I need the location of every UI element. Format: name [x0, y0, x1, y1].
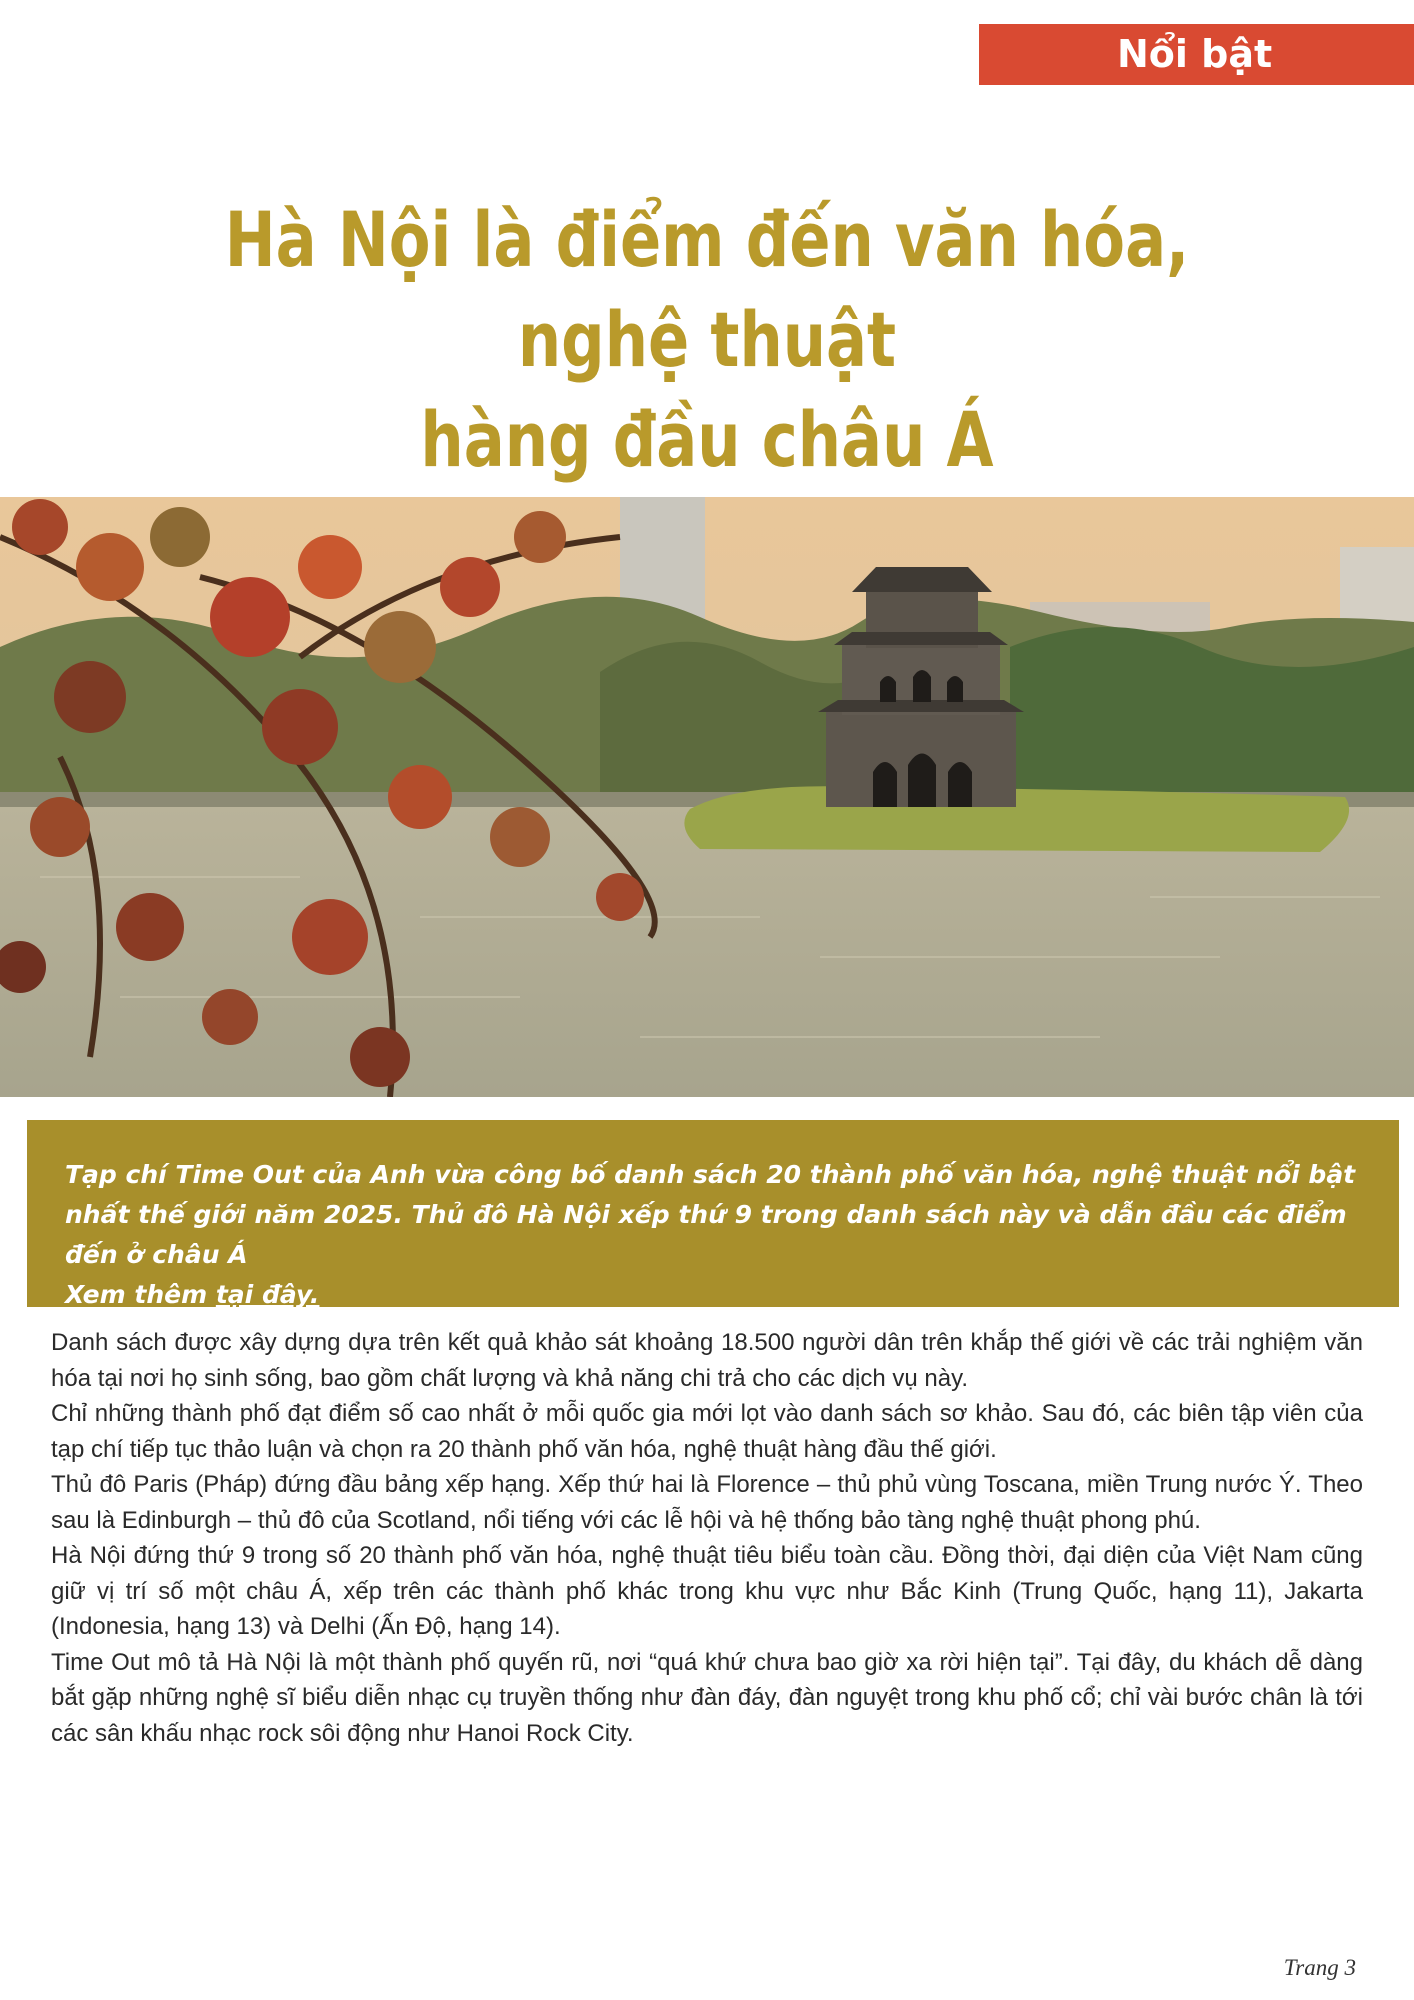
read-more-link[interactable]: tại đây. — [215, 1280, 320, 1309]
article-body — [51, 1325, 1363, 1751]
body-paragraph: Thủ đô Paris (Pháp) đứng đầu bảng xếp hạng. Xếp thứ hai là Florence – thủ phủ vùng Toscana, miền Trung nước Ý. Theo sau là Edinburgh – thủ đô của Scotland, nổi tiếng với các lễ hội và hệ thống bảo tàng nghệ thuật phong phú. — [51, 1471, 1363, 1534]
body-paragraph: Chỉ những thành phố đạt điểm số cao nhất ở mỗi quốc gia mới lọt vào danh sách sơ khảo. Sau đó, các biên tập viên của tạp chí tiếp tục thảo luận và chọn ra 20 thành phố văn hóa, nghệ thuật hàng đầu thế giới. — [51, 1400, 1363, 1463]
body-paragraph: Time Out mô tả Hà Nội là một thành phố quyến rũ, nơi “quá khứ chưa bao giờ xa rời hiện tại”. Tại đây, du khách dễ dàng bắt gặp những nghệ sĩ biểu diễn nhạc cụ truyền thống như đàn đáy, đàn nguyệt trong khu phố cổ; chỉ vài bước chân là tới các sân khấu nhạc rock sôi động như Hanoi Rock City. — [51, 1648, 1363, 1747]
section-tag: Nổi bật — [979, 24, 1414, 85]
callout-more-label: Xem thêm — [65, 1280, 216, 1309]
callout-text: Tạp chí Time Out của Anh vừa công bố danh sách 20 thành phố văn hóa, nghệ thuật nổi bật nhất thế giới năm 2025. Thủ đô Hà Nội xếp thứ 9 trong danh sách này và dẫn đầu các điểm đến ở châu Á — [65, 1160, 1356, 1269]
title-line-1: Hà Nội là điểm đến văn hóa, nghệ thuật — [224, 195, 1190, 384]
island-grass — [684, 786, 1349, 852]
title-line-2: hàng đầu châu Á — [420, 395, 994, 484]
body-paragraph: Danh sách được xây dựng dựa trên kết quả khảo sát khoảng 18.500 người dân trên khắp thế giới về các trải nghiệm văn hóa tại nơi họ sinh sống, bao gồm chất lượng và khả năng chi trả cho các dịch vụ này. — [51, 1329, 1363, 1392]
hero-photo — [0, 497, 1414, 1097]
body-paragraph: Hà Nội đứng thứ 9 trong số 20 thành phố văn hóa, nghệ thuật tiêu biểu toàn cầu. Đồng thời, đại diện của Việt Nam cũng giữ vị trí số một châu Á, xếp trên các thành phố khác trong khu vực như Bắc Kinh (Trung Quốc, hạng 11), Jakarta (Indonesia, hạng 13) và Delhi (Ấn Độ, hạng 14). — [51, 1542, 1363, 1640]
summary-callout — [27, 1120, 1399, 1307]
callout-more-line — [65, 1275, 1361, 1315]
article-title — [205, 190, 1208, 490]
hero-illustration — [0, 497, 1414, 1097]
page-number: Trang 3 — [1283, 1955, 1356, 1980]
